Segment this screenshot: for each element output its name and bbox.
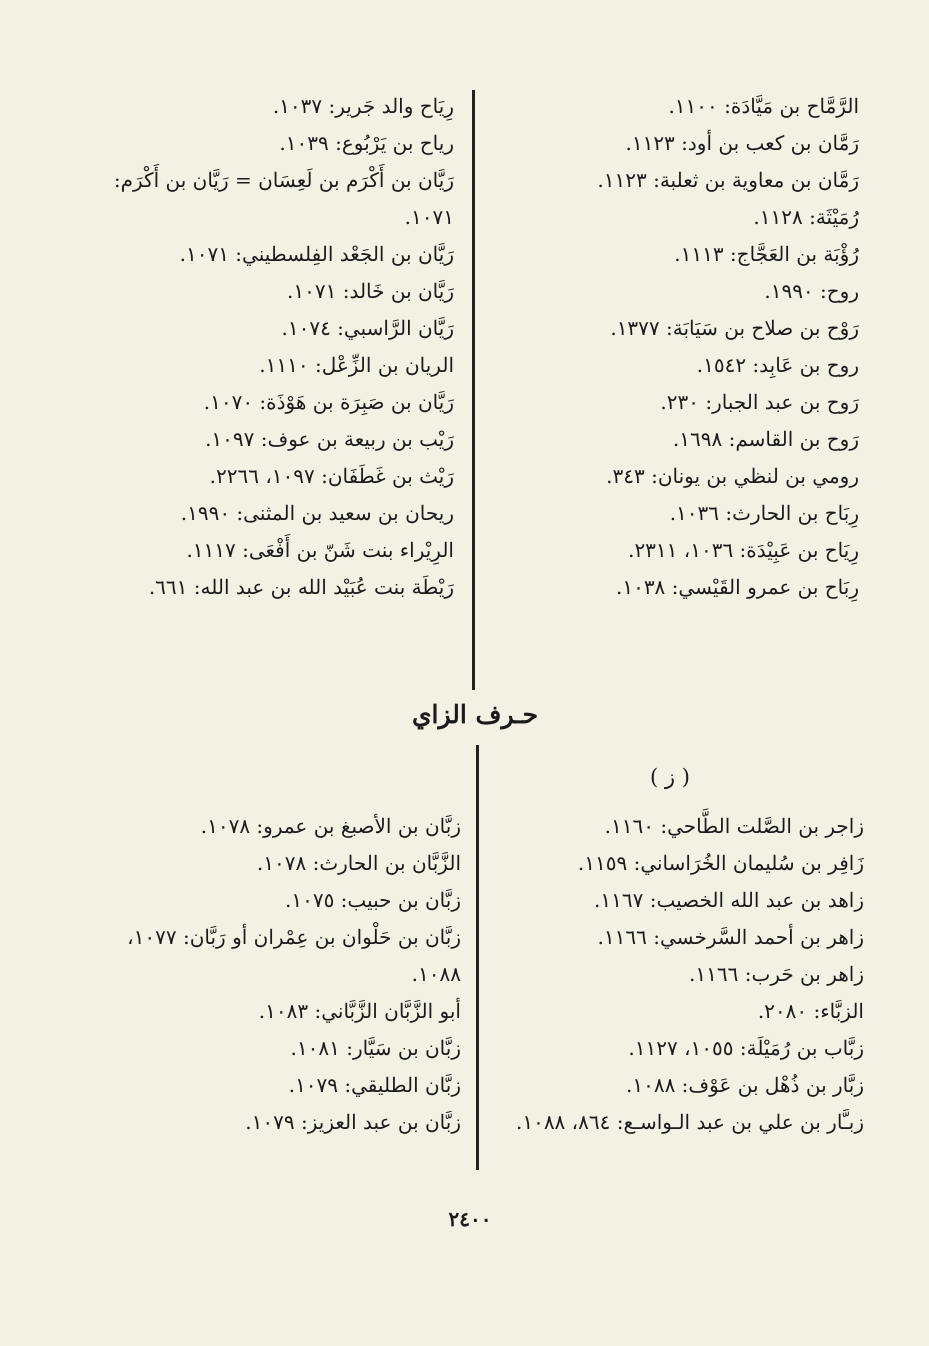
index-entry: الريان بن الزِّعْل: ١١١٠.	[259, 353, 454, 377]
index-entry: رَيْث بن غَطَفَان: ١٠٩٧، ٢٢٦٦.	[209, 464, 454, 488]
index-entry: رُمَيْثَة: ١١٢٨.	[753, 205, 859, 229]
index-entry: زبَّار بن ذُهْل بن عَوْف: ١٠٨٨.	[625, 1073, 864, 1097]
index-entry: زبَّان الطليقي: ١٠٧٩.	[288, 1073, 461, 1097]
section-title: حـرف الزاي	[411, 700, 539, 729]
index-entry: رَيْطَة بنت عُبَيْد الله بن عبد الله: ٦٦١.	[148, 575, 454, 599]
index-entry: زاهر بن أحمد السَّرخسي: ١١٦٦.	[597, 925, 864, 949]
index-entry: رَيْب بن ربيعة بن عوف: ١٠٩٧.	[205, 427, 454, 451]
index-entry: رَيَّان بن الجَعْد الفِلسطيني: ١٠٧١.	[179, 242, 454, 266]
index-entry: رَيَّان بن أَكْرَم بن لَعِسَان = رَيَّان بن أَكْرَم: ١٠٧١.	[113, 168, 454, 229]
lower-column-divider	[476, 745, 479, 1170]
upper-column-divider	[472, 90, 475, 690]
index-entry: رومي بن لنظي بن يونان: ٣٤٣.	[606, 464, 859, 488]
index-entry: الرَّمَّاح بن مَيَّادَة: ١١٠٠.	[668, 94, 859, 118]
index-entry: زَافِر بن سُليمان الخُرَاساني: ١١٥٩.	[577, 851, 864, 875]
index-entry: زبَّان بن سَيَّار: ١٠٨١.	[290, 1036, 461, 1060]
index-entry: رَوح بن عبد الجبار: ٢٣٠.	[660, 390, 859, 414]
index-entry: زبـَّار بن علي بن عبد الـواسـع: ٨٦٤، ١٠٨٨.	[515, 1110, 864, 1134]
index-entry: ريحان بن سعيد بن المثنى: ١٩٩٠.	[180, 501, 454, 525]
index-entry: رَمَّان بن معاوية بن ثعلبة: ١١٢٣.	[597, 168, 859, 192]
index-entry: رَوْح بن صلاح بن سَيَابَة: ١٣٧٧.	[610, 316, 859, 340]
index-entry: زبَّان بن حَلْوان بن عِمْران أو رَبَّان: ١٠٧٧، ١٠٨٨.	[127, 925, 461, 986]
index-entry: رُؤْبَة بن العَجَّاج: ١١١٣.	[674, 242, 859, 266]
index-entry: الزبَّاء: ٢٠٨٠.	[757, 999, 864, 1023]
index-entry: زبَّان بن الأصبغ بن عمرو: ١٠٧٨.	[200, 814, 461, 838]
index-entry: رِبَاح بن الحارث: ١٠٣٦.	[669, 501, 859, 525]
index-entry: رياح بن يَرْبُوع: ١٠٣٩.	[279, 131, 454, 155]
index-entry: رِيَاح بن عَبِيْدَة: ١٠٣٦، ٢٣١١.	[628, 538, 859, 562]
lower-right-column	[484, 808, 864, 1141]
index-entry: رَيَّان بن خَالد: ١٠٧١.	[287, 279, 454, 303]
index-entry: رَيَّان بن صَبِرَة بن هَوْذَة: ١٠٧٠.	[203, 390, 454, 414]
upper-left-column	[69, 88, 454, 606]
index-entry: زبَّان بن عبد العزيز: ١٠٧٩.	[245, 1110, 461, 1134]
index-entry: رَمَّان بن كعب بن أود: ١١٢٣.	[625, 131, 859, 155]
index-entry: الرِيْراء بنت شَنّ بن أَفْعَى: ١١١٧.	[186, 538, 454, 562]
index-entry: زاهر بن حَرب: ١١٦٦.	[689, 962, 864, 986]
index-entry: رِيَاح والد جَرير: ١٠٣٧.	[272, 94, 454, 118]
index-entry: رَيَّان الرَّاسبي: ١٠٧٤.	[281, 316, 454, 340]
index-entry: زبَّان بن حبيب: ١٠٧٥.	[284, 888, 461, 912]
index-entry: رَوح بن القاسم: ١٦٩٨.	[672, 427, 859, 451]
upper-right-column	[464, 88, 859, 606]
index-entry: روح بن عَابِد: ١٥٤٢.	[696, 353, 859, 377]
index-entry: زاهد بن عبد الله الخصيب: ١١٦٧.	[594, 888, 864, 912]
lower-left-column	[81, 808, 461, 1141]
index-entry: أبو الزَّبَّان الزَّبَّاني: ١٠٨٣.	[258, 999, 461, 1023]
letter-subheading: ( ز )	[650, 765, 690, 789]
index-entry: زاجر بن الصَّلت الطَّاحي: ١١٦٠.	[604, 814, 864, 838]
index-entry: الزَّبَّان بن الحارث: ١٠٧٨.	[256, 851, 461, 875]
index-entry: رِبَاح بن عمرو القَيْسي: ١٠٣٨.	[615, 575, 859, 599]
index-entry: روح: ١٩٩٠.	[764, 279, 859, 303]
index-entry: زبَّاب بن رُمَيْلَة: ١٠٥٥، ١١٢٧.	[628, 1036, 864, 1060]
page-number: ٢٤٠٠	[448, 1207, 492, 1231]
